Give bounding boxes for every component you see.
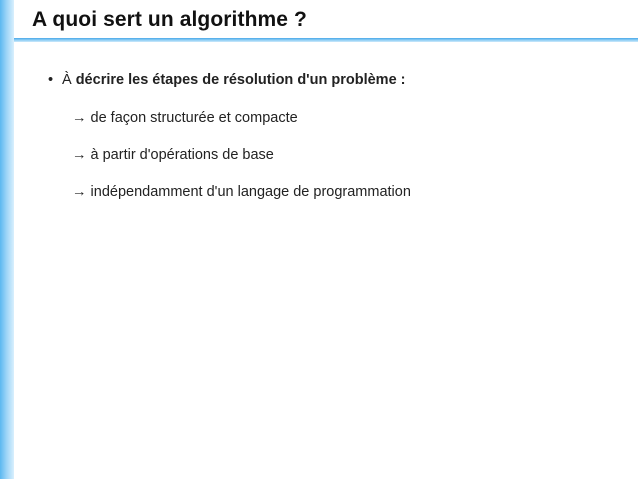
slide-title: A quoi sert un algorithme ? xyxy=(32,8,307,31)
bullet-bold-text: décrire les étapes de résolution d'un problème : xyxy=(75,72,406,88)
bullet-lead: À xyxy=(62,72,72,88)
sub-item-structured: → de façon structurée et compacte xyxy=(72,110,298,126)
title-divider xyxy=(14,38,638,42)
sub-item-basic-operations: → à partir d'opérations de base xyxy=(72,147,274,163)
bullet-marker: • xyxy=(48,72,54,88)
sub-item-language-independent: → indépendamment d'un langage de programmation xyxy=(72,184,411,200)
bullet-item xyxy=(48,72,406,88)
left-accent-bar xyxy=(0,0,14,479)
